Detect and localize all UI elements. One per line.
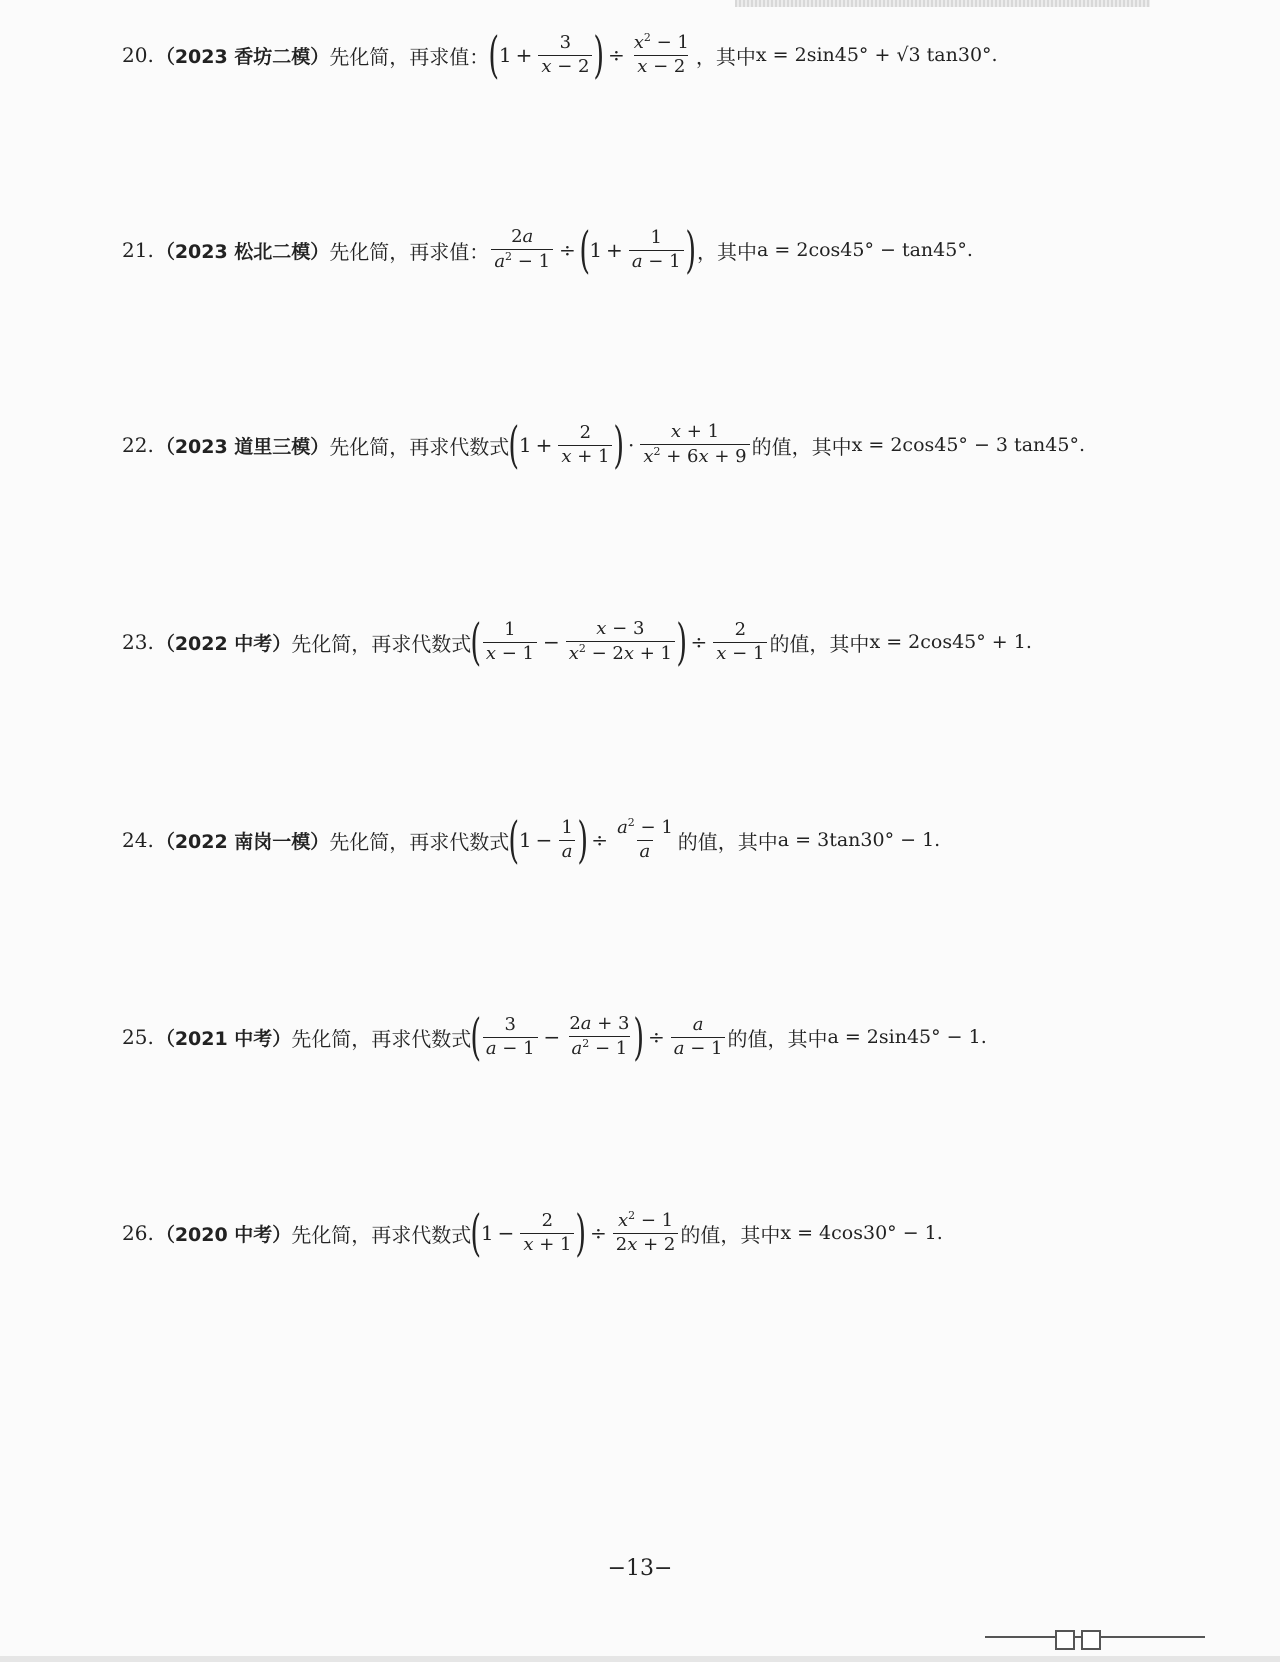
problem-24: 24. （2022 南岗一模） 先化简，再求代数式 ( 1 − $\frac{1}{a}$ ) ÷ $\frac{a^2 - 1}{a}$ 的值，其中 a = 3tan30° − 1. <box>122 811 941 869</box>
condition-expression: x = 2sin45° + √3 tan30°. <box>755 44 998 66</box>
problem-number: 25. <box>122 1025 154 1049</box>
fraction: $\frac{3}{x - 2}$ <box>538 33 592 77</box>
problem-source: （2023 松北二模） <box>155 240 330 263</box>
problem-22: 22. （2023 道里三模） 先化简，再求代数式 ( 1 + $\frac{2}{x + 1}$ ) · $\frac{x + 1}{x^2 + 6x + 9}$ 的值，其中 x = 2cos45° − 3 tan45°. <box>122 416 1085 474</box>
fraction: $\frac{1}{x - 1}$ <box>483 620 537 664</box>
problem-prompt: 先化简，再求值： <box>329 239 490 264</box>
problem-prompt: 先化简，再求代数式 <box>291 631 472 656</box>
condition-label: ，其中 <box>697 239 758 264</box>
condition-expression: x = 4cos30° − 1. <box>780 1222 943 1244</box>
problem-number: 26. <box>122 1221 154 1245</box>
condition-label: 的值，其中 <box>680 1222 781 1247</box>
condition-expression: a = 2cos45° − tan45°. <box>757 239 973 261</box>
fraction: $\frac{x + 1}{x^2 + 6x + 9}$ <box>640 422 749 467</box>
condition-expression: a = 3tan30° − 1. <box>777 829 941 851</box>
condition-expression: x = 2cos45° + 1. <box>869 631 1032 653</box>
problem-prompt: 先化简，再求代数式 <box>329 434 510 459</box>
problem-number: 20. <box>122 43 154 67</box>
problem-prompt: 先化简，再求值： <box>329 44 490 69</box>
condition-expression: x = 2cos45° − 3 tan45°. <box>851 434 1085 456</box>
problem-23: 23. （2022 中考） 先化简，再求代数式 ( $\frac{1}{x - 1}$ − $\frac{x - 3}{x^2 - 2x + 1}$ ) ÷ $\frac{2}{x - 1}$ 的值，其中 x = 2cos45° + 1. <box>122 613 1032 671</box>
condition-label: 的值，其中 <box>727 1026 828 1051</box>
condition-label: 的值，其中 <box>751 434 852 459</box>
problem-source: （2023 道里三模） <box>155 435 330 458</box>
problem-20: 20. （2023 香坊二模） 先化简，再求值： ( 1 + $\frac{3}{x - 2}$ ) ÷ $\frac{x^2 - 1}{x - 2}$ ，其中 x = 2sin45° + √3 tan30°. <box>122 26 998 84</box>
problem-source: （2022 中考） <box>155 632 292 655</box>
fraction: $\frac{2a}{a^2 - 1}$ <box>491 227 553 272</box>
problem-21: 21. （2023 松北二模） 先化简，再求值： $\frac{2a}{a^2 - 1}$ ÷ ( 1 + $\frac{1}{a - 1}$ ) ，其中 a = 2cos45° − tan45°. <box>122 221 973 279</box>
fraction: $\frac{3}{a - 1}$ <box>483 1015 538 1059</box>
fraction: $\frac{x^2 - 1}{2x + 2}$ <box>613 1210 679 1255</box>
scan-edge-top <box>735 0 1150 7</box>
fraction: $\frac{a}{a - 1}$ <box>671 1015 726 1059</box>
problem-prompt: 先化简，再求代数式 <box>291 1026 472 1051</box>
fraction: $\frac{2}{x + 1}$ <box>520 1211 574 1255</box>
fraction: $\frac{2a + 3}{a^2 - 1}$ <box>569 1013 630 1059</box>
problem-prompt: 先化简，再求代数式 <box>291 1222 472 1247</box>
problem-number: 24. <box>122 828 154 852</box>
fraction: $\frac{1}{a}$ <box>558 818 575 862</box>
condition-label: ，其中 <box>695 44 756 69</box>
problem-number: 22. <box>122 433 154 457</box>
condition-expression: a = 2sin45° − 1. <box>827 1026 987 1048</box>
problem-number: 23. <box>122 630 154 654</box>
scan-edge-bottom <box>0 1656 1280 1662</box>
problem-number: 21. <box>122 238 154 262</box>
page-number: −13− <box>607 1556 673 1581</box>
problem-source: （2020 中考） <box>155 1223 292 1246</box>
fraction: $\frac{2}{x - 1}$ <box>713 620 767 664</box>
problem-25: 25. （2021 中考） 先化简，再求代数式 ( $\frac{3}{a - 1}$ − $\frac{2a + 3}{a^2 - 1}$ ) ÷ $\frac{a}{a - 1}$ 的值，其中 a = 2sin45° − 1. <box>122 1008 987 1066</box>
problem-26: 26. （2020 中考） 先化简，再求代数式 ( 1 − $\frac{2}{x + 1}$ ) ÷ $\frac{x^2 - 1}{2x + 2}$ 的值，其中 x = 4cos30° − 1. <box>122 1204 943 1262</box>
fraction: $\frac{1}{a - 1}$ <box>629 228 684 272</box>
problem-source: （2023 香坊二模） <box>155 45 330 68</box>
scan-artifact <box>985 1630 1247 1642</box>
problem-prompt: 先化简，再求代数式 <box>329 829 510 854</box>
condition-label: 的值，其中 <box>769 631 870 656</box>
problem-source: （2022 南岗一模） <box>155 830 330 853</box>
condition-label: 的值，其中 <box>677 829 778 854</box>
fraction: $\frac{a^2 - 1}{a}$ <box>617 816 673 862</box>
fraction: $\frac{2}{x + 1}$ <box>558 423 612 467</box>
fraction: $\frac{x^2 - 1}{x - 2}$ <box>633 31 689 77</box>
fraction: $\frac{x - 3}{x^2 - 2x + 1}$ <box>566 619 675 664</box>
problem-source: （2021 中考） <box>155 1027 292 1050</box>
